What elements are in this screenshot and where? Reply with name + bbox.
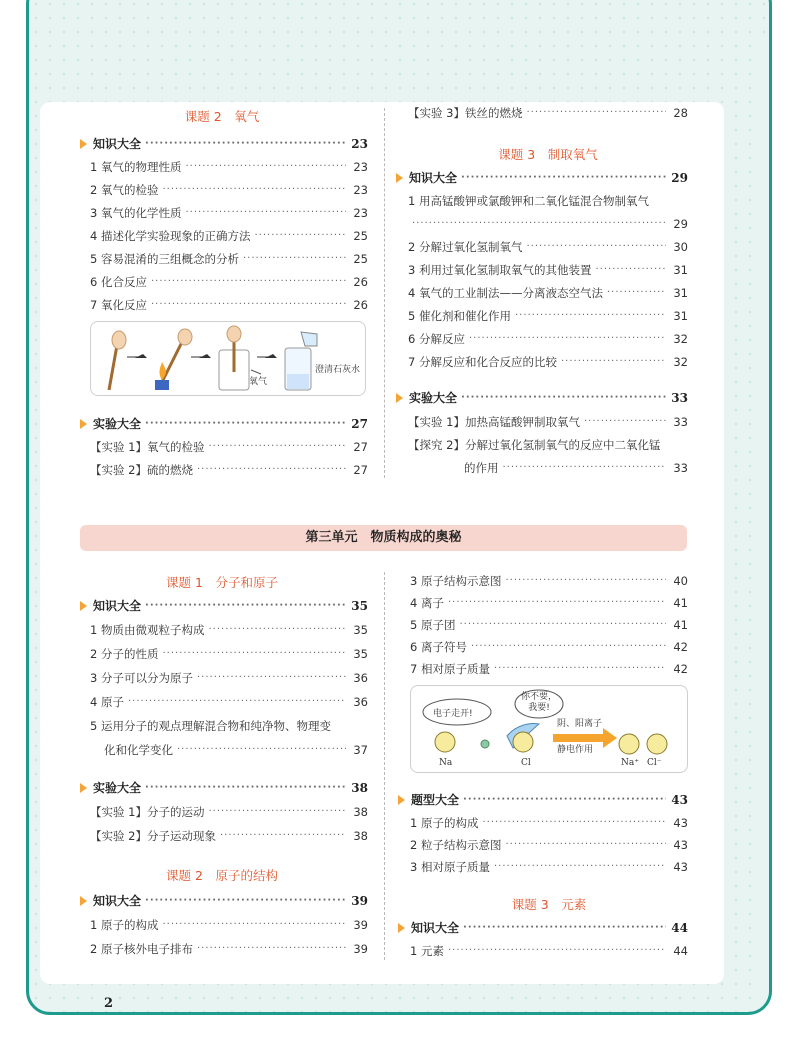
toc-entry[interactable]: 6 化合反应 ····· 26 xyxy=(90,274,368,290)
toc-entry[interactable]: 1 原子的构成 ····· 43 xyxy=(410,815,688,831)
toc-entry[interactable]: 7 分解反应和化合反应的比较 ····· 32 xyxy=(408,354,688,370)
triangle-bullet-icon xyxy=(398,795,405,805)
arrow-text-ions: 阴、阳离子 xyxy=(557,719,603,729)
toc-entry[interactable]: 5 运用分子的观点理解混合物和纯净物、物理变 xyxy=(90,719,331,733)
toc-entry[interactable]: 7 相对原子质量 ····· 42 xyxy=(410,661,688,677)
experiment-illustration-icon xyxy=(91,322,367,397)
oxygen-experiment-figure xyxy=(90,321,366,396)
toc-entry[interactable]: 5 原子团 ····· 41 xyxy=(410,617,688,633)
toc-entry-continued[interactable]: 的作用 ····· 33 xyxy=(464,460,688,476)
unit-title-bar: 第三单元 物质构成的奥秘 xyxy=(80,525,687,551)
toc-entry[interactable]: 6 分解反应 ····· 32 xyxy=(408,331,688,347)
triangle-bullet-icon xyxy=(396,393,403,403)
toc-entry[interactable]: 实验大全 ····· 33 xyxy=(396,390,688,406)
label-cl-ion: Cl⁻ xyxy=(647,758,662,768)
toc-entry[interactable]: 【实验 1】加热高锰酸钾制取氧气 ····· 33 xyxy=(408,414,688,430)
toc-entry[interactable]: 【实验 1】分子的运动 ····· 38 xyxy=(90,804,368,820)
toc-entry[interactable]: 题型大全 ····· 43 xyxy=(398,792,688,808)
figure-label-oxygen: 氧气 xyxy=(249,377,268,387)
toc-entry[interactable]: 实验大全 ····· 38 xyxy=(80,780,368,796)
toc-entry[interactable]: 2 分子的性质 ····· 35 xyxy=(90,646,368,662)
toc-entry[interactable]: 2 粒子结构示意图 ····· 43 xyxy=(410,837,688,853)
heading-make-oxygen: 课题 3 制取氧气 xyxy=(498,147,598,162)
frame-notch xyxy=(759,43,772,1015)
toc-entry[interactable]: 3 分子可以分为原子 ····· 36 xyxy=(90,670,368,686)
toc-entry[interactable]: 1 氧气的物理性质 ····· 23 xyxy=(90,159,368,175)
toc-entry[interactable]: 2 分解过氧化氢制氧气 ····· 30 xyxy=(408,239,688,255)
toc-entry[interactable]: 4 离子 ····· 41 xyxy=(410,595,688,611)
toc-entry[interactable]: 6 离子符号 ····· 42 xyxy=(410,639,688,655)
toc-entry[interactable]: 实验大全 ····· 27 xyxy=(80,416,368,432)
heading-molecules-atoms: 课题 1 分子和原子 xyxy=(166,575,278,590)
triangle-bullet-icon xyxy=(396,173,403,183)
toc-entry[interactable]: 5 催化剂和催化作用 ····· 31 xyxy=(408,308,688,324)
toc-entry[interactable]: 1 物质由微观粒子构成 ····· 35 xyxy=(90,622,368,638)
toc-entry[interactable]: 知识大全 ····· 35 xyxy=(80,598,368,614)
toc-entry[interactable]: 【实验 2】分子运动现象 ····· 38 xyxy=(90,828,368,844)
toc-entry[interactable]: 2 原子核外电子排布 ····· 39 xyxy=(90,941,368,957)
toc-entry[interactable]: 知识大全 ····· 29 xyxy=(396,170,688,186)
toc-entry[interactable]: 【探究 2】分解过氧化氢制氧气的反应中二氧化锰 xyxy=(408,438,661,452)
heading-atom-structure: 课题 2 原子的结构 xyxy=(166,868,278,883)
label-na-ion: Na⁺ xyxy=(621,758,639,768)
toc-entry[interactable]: 知识大全 ····· 39 xyxy=(80,893,368,909)
toc-entry[interactable]: 知识大全 ····· 23 xyxy=(80,136,368,152)
heading-elements: 课题 3 元素 xyxy=(511,897,587,912)
triangle-bullet-icon xyxy=(80,896,87,906)
heading-oxygen: 课题 2 氧气 xyxy=(184,109,260,124)
toc-entry[interactable]: 1 用高锰酸钾或氯酸钾和二氧化锰混合物制氧气 xyxy=(408,194,649,208)
toc-entry[interactable]: 3 利用过氧化氢制取氧气的其他装置 ····· 31 xyxy=(408,262,688,278)
figure-label-limewater: 澄清石灰水 xyxy=(315,365,361,375)
toc-entry[interactable]: 1 元素 ····· 44 xyxy=(410,943,688,959)
arrow-text-electrostatic: 静电作用 xyxy=(557,745,594,755)
toc-entry[interactable]: 【实验 1】氧气的检验 ····· 27 xyxy=(90,439,368,455)
toc-entry[interactable]: 1 原子的构成 ····· 39 xyxy=(90,917,368,933)
toc-entry[interactable]: 知识大全 ····· 44 xyxy=(398,920,688,936)
label-na: Na xyxy=(439,758,453,768)
ion-formation-figure xyxy=(410,685,688,773)
toc-entry[interactable]: 3 相对原子质量 ····· 43 xyxy=(410,859,688,875)
triangle-bullet-icon xyxy=(80,139,87,149)
page-number: 2 xyxy=(104,996,114,1011)
toc-entry[interactable]: 4 原子 ····· 36 xyxy=(90,694,368,710)
speech-bubble-i-want: 你不要，我要! xyxy=(520,692,557,713)
triangle-bullet-icon xyxy=(80,601,87,611)
toc-entry[interactable]: 7 氧化反应 ····· 26 xyxy=(90,297,368,313)
toc-entry[interactable]: 3 原子结构示意图 ····· 40 xyxy=(410,573,688,589)
toc-entry[interactable]: 3 氧气的化学性质 ····· 23 xyxy=(90,205,368,221)
column-divider-bottom xyxy=(384,572,385,960)
speech-bubble-electron-away: 电子走开! xyxy=(433,709,473,719)
column-divider-top xyxy=(384,108,385,478)
label-cl: Cl xyxy=(521,758,531,768)
toc-entry[interactable]: 【实验 3】铁丝的燃烧 ····· 28 xyxy=(408,105,688,121)
toc-entry-continued[interactable]: ····· 29 xyxy=(408,216,688,232)
triangle-bullet-icon xyxy=(80,783,87,793)
toc-entry[interactable]: 【实验 2】硫的燃烧 ····· 27 xyxy=(90,462,368,478)
toc-entry[interactable]: 4 氧气的工业制法——分离液态空气法 ····· 31 xyxy=(408,285,688,301)
toc-entry[interactable]: 4 描述化学实验现象的正确方法 ····· 25 xyxy=(90,228,368,244)
triangle-bullet-icon xyxy=(398,923,405,933)
toc-entry[interactable]: 2 氧气的检验 ····· 23 xyxy=(90,182,368,198)
toc-entry[interactable]: 5 容易混淆的三组概念的分析 ····· 25 xyxy=(90,251,368,267)
toc-entry-continued[interactable]: 化和化学变化 ····· 37 xyxy=(104,742,368,758)
triangle-bullet-icon xyxy=(80,419,87,429)
